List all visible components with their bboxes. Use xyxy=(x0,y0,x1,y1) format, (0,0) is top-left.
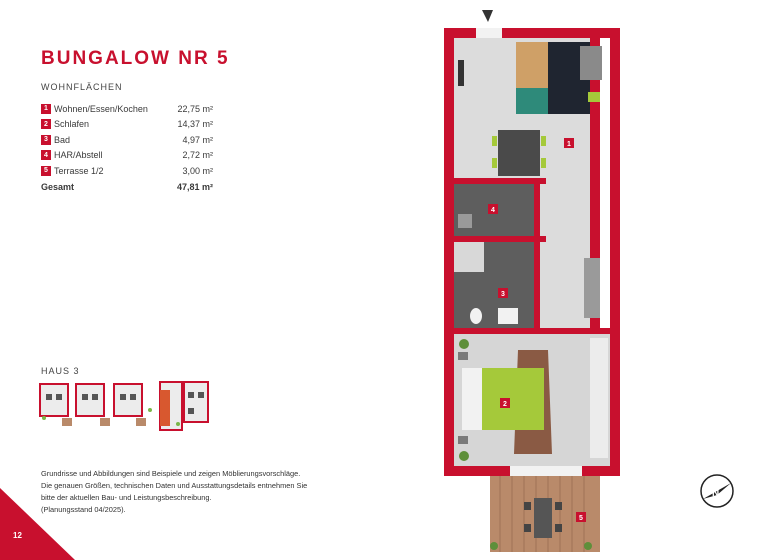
total-label: Gesamt xyxy=(41,182,75,193)
note-line: Grundrisse und Abbildungen sind Beispiele und zeigen Möblierungsvorschläge. xyxy=(41,469,301,478)
dining-table xyxy=(498,130,540,176)
floor-plan xyxy=(440,8,630,556)
haus-heading: HAUS 3 xyxy=(41,366,80,376)
area-row xyxy=(41,148,213,164)
area-row xyxy=(41,101,213,117)
area-label: HAR/Abstell xyxy=(54,150,103,161)
corner-triangle xyxy=(0,488,75,560)
area-row xyxy=(41,163,213,179)
svg-text:N: N xyxy=(712,488,720,499)
area-value: 4,97 m² xyxy=(182,134,213,145)
room-number-badge: 1 xyxy=(41,104,51,114)
room-number-badge: 4 xyxy=(41,150,51,160)
note-line: Die genauen Größen, technischen Daten und Ausstattungsdetails entnehmen Sie xyxy=(41,481,308,490)
area-label: Bad xyxy=(54,134,71,145)
wardrobe xyxy=(590,338,608,458)
room-number-badge: 3 xyxy=(41,135,51,145)
areas-table xyxy=(41,101,213,195)
room-number-badge: 5 xyxy=(41,166,51,176)
area-label: Wohnen/Essen/Kochen xyxy=(54,103,148,114)
area-row xyxy=(41,132,213,148)
room-badge-label: 3 xyxy=(501,291,505,298)
room-badge-label: 2 xyxy=(503,401,507,408)
page-title: BUNGALOW NR 5 xyxy=(41,48,230,69)
entry-arrow-icon xyxy=(482,10,493,22)
area-label: Schlafen xyxy=(54,119,90,130)
area-label: Terrasse 1/2 xyxy=(54,165,104,176)
note-line: (Planungsstand 04/2025). xyxy=(41,505,126,514)
page-number: 12 xyxy=(13,531,22,540)
north-compass-icon xyxy=(699,473,735,509)
area-value: 3,00 m² xyxy=(182,165,213,176)
disclaimer-note xyxy=(41,468,341,516)
room-number-badge: 2 xyxy=(41,119,51,129)
terrace-table xyxy=(534,498,552,538)
room-badge-3 xyxy=(498,288,508,298)
area-value: 14,37 m² xyxy=(177,119,213,130)
tv xyxy=(458,60,464,86)
room-badge-label: 1 xyxy=(567,141,571,148)
room-badge-1 xyxy=(564,138,574,148)
note-line: bitte der aktuellen Bau- und Leistungsbeschreibung. xyxy=(41,493,212,502)
room-badge-2 xyxy=(500,398,510,408)
area-row xyxy=(41,117,213,133)
room-badge-label: 5 xyxy=(579,515,583,522)
site-plan-thumbnail xyxy=(38,380,212,436)
total-row xyxy=(41,180,213,196)
room-badge-5 xyxy=(576,512,586,522)
area-value: 22,75 m² xyxy=(177,103,213,114)
room-badge-label: 4 xyxy=(491,207,495,214)
kitchen-counter xyxy=(584,258,600,318)
total-value: 47,81 m² xyxy=(176,182,213,193)
room-badge-4 xyxy=(488,204,498,214)
areas-heading: WOHNFLÄCHEN xyxy=(41,82,123,92)
area-value: 2,72 m² xyxy=(182,150,213,161)
